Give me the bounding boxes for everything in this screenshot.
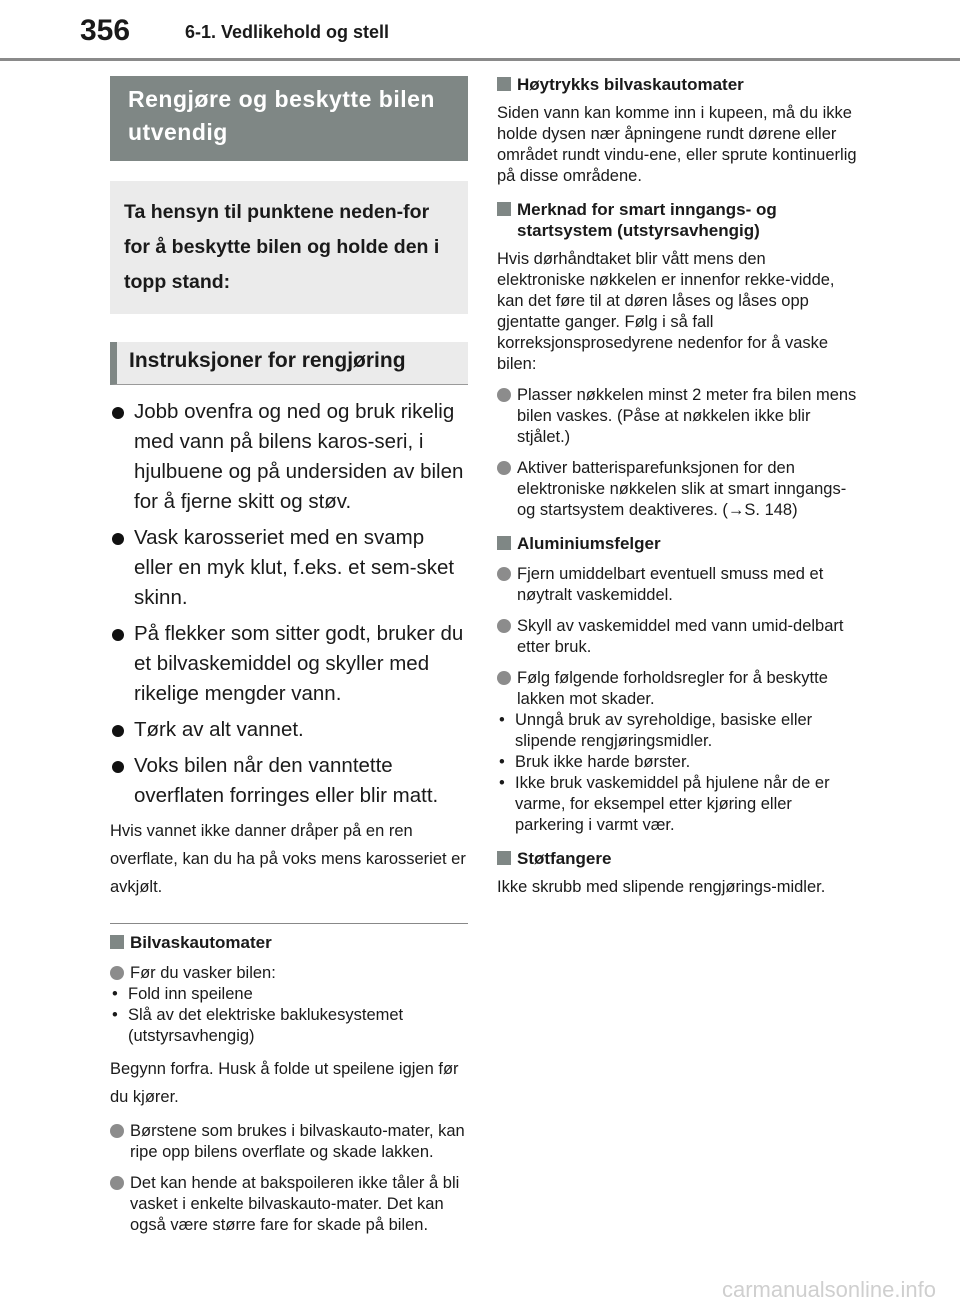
bullet-icon xyxy=(112,533,124,545)
sub-item: • Fold inn speilene xyxy=(112,985,253,1003)
list-item-text: Følg følgende forholdsregler for å beskytte lakken mot skader. xyxy=(517,669,828,708)
smart-entry-heading xyxy=(497,199,857,241)
sub-item-text: Slå av det elektriske baklukesystemet (utstyrsavhengig) xyxy=(128,1006,404,1045)
circle-bullet-icon xyxy=(110,1124,124,1138)
list-item-text: På flekker som sitter godt, bruker du et bilvaskemiddel og skyller med rikelige mengder vann. xyxy=(134,622,464,705)
bullet-icon xyxy=(112,629,124,641)
list-item-text: Aktiver batterisparefunksjonen for den elektroniske nøkkelen slik at smart inngangs- og startsystem deaktiveres. (→S. 148) xyxy=(517,459,847,519)
square-bullet-icon xyxy=(497,536,511,550)
list-item xyxy=(110,619,468,709)
list-item-text: Børstene som brukes i bilvaskauto-mater, kan ripe opp bilens overflate og skade lakken. xyxy=(130,1122,465,1161)
heading-text: Høytrykks bilvaskautomater xyxy=(517,75,744,94)
sub-item: • Bruk ikke harde børster. xyxy=(499,753,691,771)
section-divider xyxy=(110,923,468,924)
bullet-icon xyxy=(112,725,124,737)
circle-bullet-icon xyxy=(497,671,511,685)
cleaning-instructions-heading: Instruksjoner for rengjøring xyxy=(110,342,468,385)
list-item-text: Det kan hende at bakspoileren ikke tåler å bli vasket i enkelte bilvaskauto-mater. Det kan også være større fare for skade på bilen. xyxy=(130,1174,460,1234)
section-title: Rengjøre og beskytte bilen utvendig xyxy=(110,76,468,161)
list-item xyxy=(110,963,468,984)
square-bullet-icon xyxy=(497,851,511,865)
wax-note: Hvis vannet ikke danner dråper på en ren overflate, kan du ha på voks mens karosseriet er avkjølt. xyxy=(110,822,466,896)
right-column xyxy=(497,70,857,898)
circle-bullet-icon xyxy=(110,1176,124,1190)
circle-bullet-icon xyxy=(497,619,511,633)
bumpers-heading xyxy=(497,848,857,869)
sub-item: • Ikke bruk vaskemiddel på hjulene når de er varme, for eksempel etter kjøring eller parkering i varmt vær. xyxy=(499,774,830,834)
circle-bullet-icon xyxy=(497,388,511,402)
page-header xyxy=(0,0,960,60)
heading-text: Støtfangere xyxy=(517,849,612,868)
car-wash-heading xyxy=(110,932,468,953)
sub-item-text: Ikke bruk vaskemiddel på hjulene når de er varme, for eksempel etter kjøring eller parkering i varmt vær. xyxy=(515,774,830,834)
left-column xyxy=(110,76,468,1236)
header-rule xyxy=(0,58,960,61)
square-bullet-icon xyxy=(497,202,511,216)
list-item xyxy=(110,751,468,811)
list-item xyxy=(497,668,857,710)
heading-text: Aluminiumsfelger xyxy=(517,534,661,553)
sub-item: • Slå av det elektriske baklukesystemet (utstyrsavhengig) xyxy=(112,1006,404,1045)
bullet-icon xyxy=(112,407,124,419)
circle-bullet-icon xyxy=(497,461,511,475)
list-item xyxy=(110,1121,468,1163)
paragraph: Begynn forfra. Husk å folde ut speilene igjen før du kjører. xyxy=(110,1060,459,1106)
list-item xyxy=(110,397,468,517)
list-item-text: Plasser nøkkelen minst 2 meter fra bilen mens bilen vaskes. (Påse at nøkkelen ikke blir stjålet.) xyxy=(517,386,857,446)
list-item xyxy=(497,458,857,521)
paragraph: Hvis dørhåndtaket blir vått mens den elektroniske nøkkelen er innenfor rekke-vidde, kan det føre til at døren låses og låses opp gjentatte ganger. Følg i så fall korreksjonsprosedyrene nedenfor for å vaske bilen: xyxy=(497,250,835,373)
instruction-list xyxy=(110,397,468,811)
heading-text: Merknad for smart inngangs- og startsystem (utstyrsavhengig) xyxy=(517,200,777,240)
paragraph: Siden vann kan komme inn i kupeen, må du ikke holde dysen nær åpningene rundt dørene eller området rundt vindu-ene, eller sprute kontinuerlig på disse områdene. xyxy=(497,104,857,185)
square-bullet-icon xyxy=(497,77,511,91)
list-item xyxy=(110,1173,468,1236)
list-item xyxy=(497,564,857,606)
sub-item: • Unngå bruk av syreholdige, basiske eller slipende rengjøringsmidler. xyxy=(499,711,813,750)
list-item xyxy=(110,715,468,745)
circle-bullet-icon xyxy=(110,966,124,980)
circle-bullet-icon xyxy=(497,567,511,581)
list-item-text: Jobb ovenfra og ned og bruk rikelig med vann på bilens karos-seri, i hjulbuene og på undersiden av bilen for å fjerne skitt og støv. xyxy=(134,400,464,513)
list-item xyxy=(497,616,857,658)
list-item-text: Fjern umiddelbart eventuell smuss med et nøytralt vaskemiddel. xyxy=(517,565,824,604)
intro-box: Ta hensyn til punktene neden-for for å beskytte bilen og holde den i topp stand: xyxy=(110,181,468,314)
page-number: 356 xyxy=(80,14,131,47)
sub-item-text: Bruk ikke harde børster. xyxy=(515,753,691,771)
high-pressure-heading xyxy=(497,74,857,95)
square-bullet-icon xyxy=(110,935,124,949)
bullet-icon xyxy=(112,761,124,773)
list-item xyxy=(497,385,857,448)
list-item xyxy=(110,523,468,613)
heading-text: Bilvaskautomater xyxy=(130,933,272,952)
list-item-text: Tørk av alt vannet. xyxy=(134,718,304,741)
paragraph: Ikke skrubb med slipende rengjørings-midler. xyxy=(497,878,826,896)
list-item-text: Vask karosseriet med en svamp eller en myk klut, f.eks. et sem-sket skinn. xyxy=(134,526,455,609)
sub-item-text: Unngå bruk av syreholdige, basiske eller slipende rengjøringsmidler. xyxy=(515,711,813,750)
list-item-text: Før du vasker bilen: xyxy=(130,964,276,982)
aluminium-rims-heading xyxy=(497,533,857,554)
chapter-title: 6-1. Vedlikehold og stell xyxy=(185,22,390,42)
sub-item-text: Fold inn speilene xyxy=(128,985,253,1003)
watermark: carmanualsonline.info xyxy=(721,1277,936,1302)
list-item-text: Skyll av vaskemiddel med vann umid-delbart etter bruk. xyxy=(517,617,844,656)
list-item-text: Voks bilen når den vanntette overflaten forringes eller blir matt. xyxy=(134,754,439,807)
